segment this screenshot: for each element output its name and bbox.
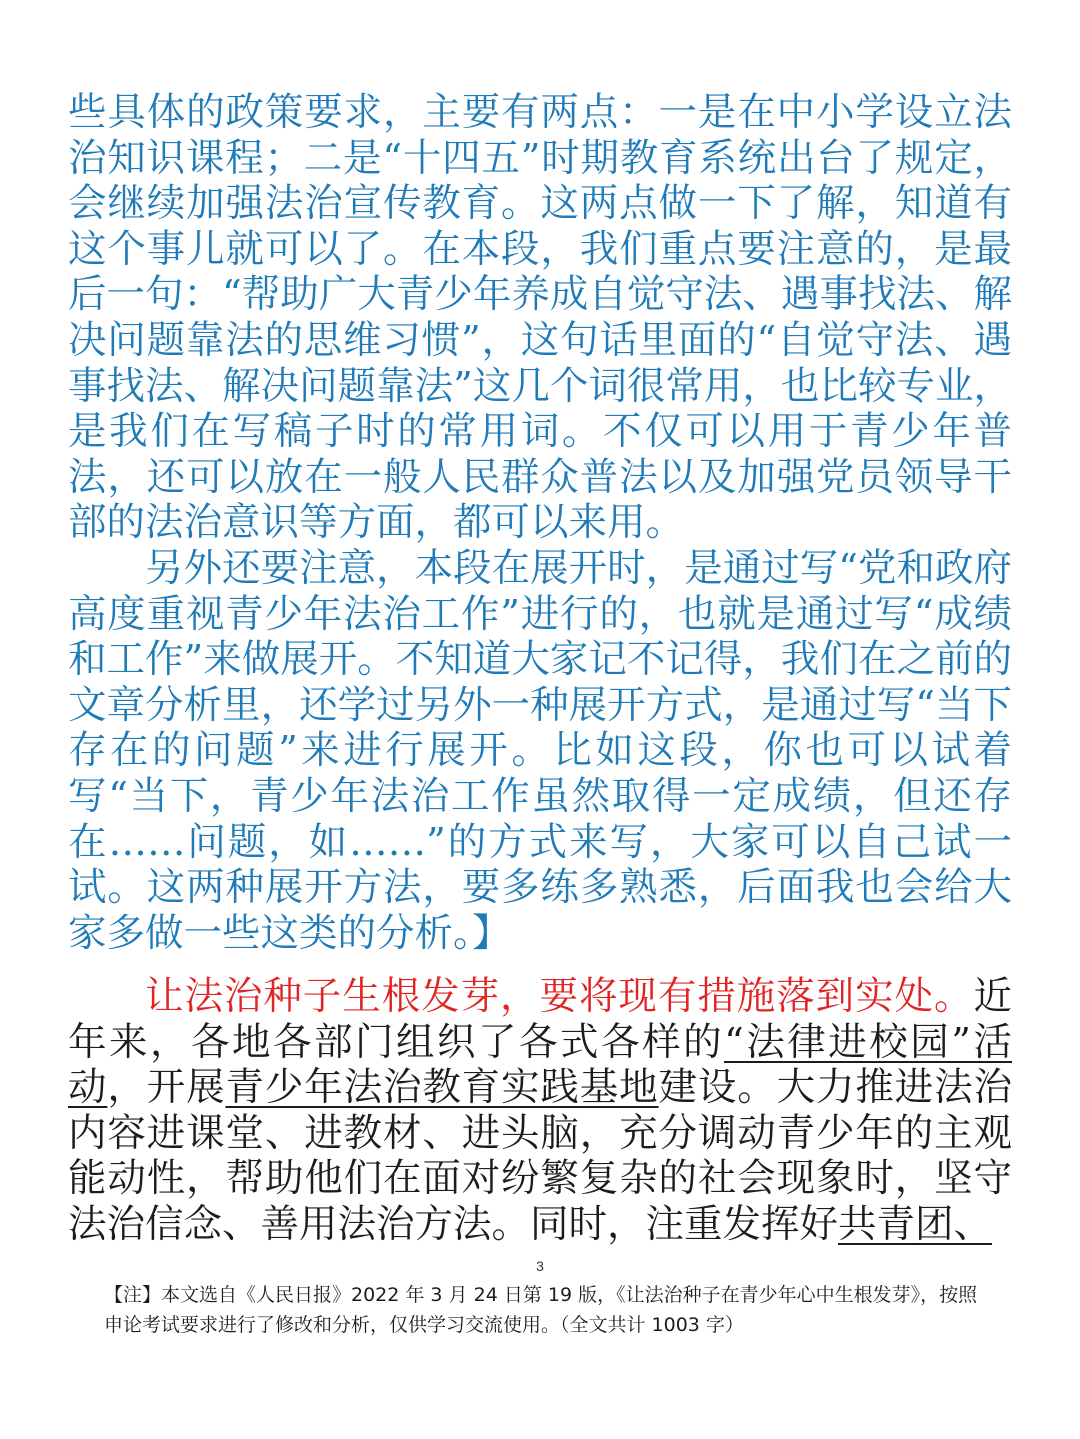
footnote: 【注】本文选自《人民日报》2022 年 3 月 24 日第 19 版，《让法治种子在青少年心中生根发芽》，按照申论考试要求进行了修改和分析，仅供学习交流使用。（全文共计 1003 字）: [104, 1284, 978, 1336]
analysis-paragraph-1: 些具体的政策要求，主要有两点：一是在中小学设立法治知识课程；二是“十四五”时期教育系统出台了规定，会继续加强法治宣传教育。这两点做一下了解，知道有这个事儿就可以了。在本段，我们重点要注意的，是最后一句：“帮助广大青少年养成自觉守法、遇事找法、解决问题靠法的思维习惯”，这句话里面的“自觉守法、遇事找法、解决问题靠法”这几个词很常用，也比较专业，是我们在写稿子时的常用词。不仅可以用于青少年普法，还可以放在一般人民群众普法以及加强党员领导干部的法治意识等方面，都可以来用。: [68, 90, 1012, 546]
article-text: ，开展: [107, 1065, 226, 1111]
underlined-phrase: 青少年法治教育实践基地: [225, 1065, 659, 1111]
article-paragraph: [68, 974, 1012, 1248]
analysis-text-block: [68, 90, 1012, 956]
underlined-phrase: 共青团、: [838, 1201, 993, 1247]
article-text: 建设。大力推进法治内容进课堂、进教材、进头脑，充分调动青少年的主观能动性，帮助他们在面对纷繁复杂的社会现象时，坚守法治信念、善用法治方法。同时，注重发挥好: [68, 1065, 1012, 1247]
article-text: 近年来，各地各部门组织了各式各样的: [68, 974, 1012, 1065]
section-heading: 让法治种子生根发芽，要将现有措施落到实处。: [145, 974, 974, 1019]
analysis-paragraph-2: 另外还要注意，本段在展开时，是通过写“党和政府高度重视青少年法治工作”进行的，也就是通过写“成绩和工作”来做展开。不知道大家记不记得，我们在之前的文章分析里，还学过另外一种展开方式，是通过写“当下存在的问题”来进行展开。比如这段，你也可以试着写“当下，青少年法治工作虽然取得一定成绩，但还存在……问题，如……”的方式来写，大家可以自己试一试。这两种展开方法，要多练多熟悉，后面我也会给大家多做一些这类的分析。】: [68, 545, 1012, 956]
underlined-phrase: “法律进校园”活动: [68, 1019, 1012, 1111]
page-number: 3: [536, 1258, 544, 1274]
